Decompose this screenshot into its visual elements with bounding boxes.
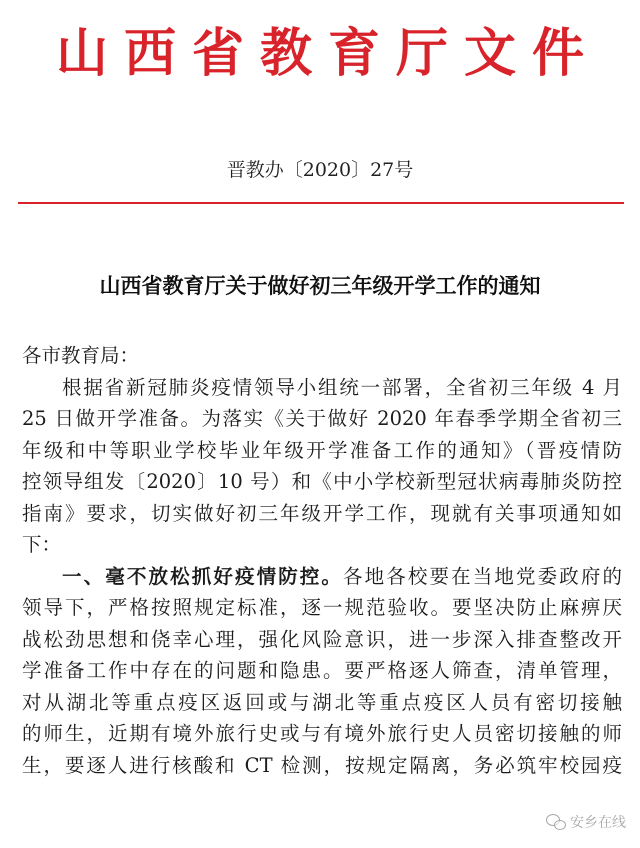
red-divider xyxy=(18,202,624,204)
body-line: 领导下，严格按照规定标准，逐一规范验收。要坚决防止麻痹厌 xyxy=(22,596,622,619)
body-line: 根据省新冠肺炎疫情领导小组统一部署，全省初三年级 4 月 xyxy=(62,375,622,399)
body-line: 的师生，近期有境外旅行史或与有境外旅行史人员密切接触的师 xyxy=(22,722,622,745)
body-line: 对从湖北等重点疫区返回或与湖北等重点疫区人员有密切接触 xyxy=(22,690,622,714)
watermark-text: 安乡在线 xyxy=(570,815,626,831)
body-line: 指南》要求，切实做好初三年级开学工作，现就有关事项通知如 xyxy=(22,501,622,525)
body-line: 战松劲思想和侥幸心理，强化风险意识，进一步深入排查整改开 xyxy=(22,627,622,651)
document-header-title: 山西省教育厅文件 xyxy=(55,23,600,84)
body-line: 年级和中等职业学校毕业年级开学准备工作的通知》（晋疫情防 xyxy=(22,438,622,462)
section-1-first-line xyxy=(22,561,622,593)
notice-title: 山西省教育厅关于做好初三年级开学工作的通知 xyxy=(99,273,541,298)
wechat-icon xyxy=(546,814,566,830)
section-1-text: 各地各校要在当地党委政府的 xyxy=(343,564,622,588)
body-line: 生，要逐人进行核酸和 CT 检测，按规定隔离，务必筑牢校园疫 xyxy=(22,753,622,777)
body-line: 25 日做开学准备。为落实《关于做好 2020 年春季学期全省初三 xyxy=(22,407,622,430)
document-body xyxy=(22,340,622,781)
body-line: 下： xyxy=(22,533,62,556)
salutation: 各市教育局： xyxy=(22,344,140,367)
section-1-heading: 一、毫不放松抓好疫情防控。 xyxy=(62,564,344,588)
document-number: 晋教办〔2020〕27号 xyxy=(226,159,414,181)
body-line: 学准备工作中存在的问题和隐患。要严格逐人筛查，清单管理， xyxy=(22,659,622,682)
body-line: 控领导组发〔2020〕10 号）和《中小学校新型冠状病毒肺炎防控 xyxy=(22,470,622,493)
watermark xyxy=(546,812,626,832)
